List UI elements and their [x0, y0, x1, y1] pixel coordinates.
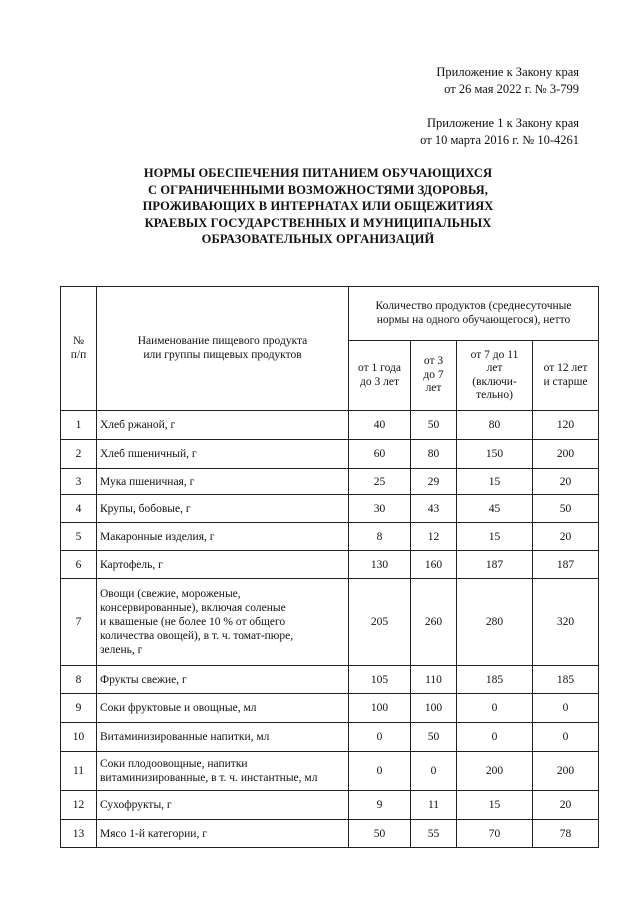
product-name [97, 579, 349, 666]
row-number: 2 [61, 440, 97, 469]
age-line: и старше [543, 375, 588, 388]
table-row [61, 666, 599, 694]
product-name-line: Крупы, бобовые, г [100, 502, 191, 515]
quantity-value: 185 [533, 666, 599, 694]
annex-line: от 10 марта 2016 г. № 10-4261 [420, 133, 579, 147]
age-line: от 12 лет [543, 362, 588, 374]
product-name-line: Мука пшеничная, г [100, 475, 195, 488]
age-line: от 1 года [358, 362, 401, 374]
row-number: 10 [61, 723, 97, 752]
product-name [97, 523, 349, 551]
quantity-value: 15 [457, 523, 533, 551]
header-quantity [349, 287, 599, 341]
product-name-line: и квашеные (не более 10 % от общего [100, 616, 286, 628]
quantity-value: 50 [533, 495, 599, 523]
quantity-value: 15 [457, 469, 533, 495]
age-line: до 3 лет [360, 375, 399, 388]
quantity-value: 320 [533, 579, 599, 666]
header-age-12-plus [533, 341, 599, 411]
quantity-value: 100 [411, 694, 457, 723]
quantity-value: 20 [533, 523, 599, 551]
product-name-line: Овощи (свежие, мороженые, [100, 588, 241, 600]
quantity-value: 280 [457, 579, 533, 666]
product-name-line: Хлеб ржаной, г [100, 419, 176, 431]
product-name [97, 440, 349, 469]
product-name-line: консервированные), включая соленые [100, 602, 286, 614]
product-name-line: зелень, г [100, 644, 143, 656]
product-name [97, 666, 349, 694]
table-row [61, 752, 599, 791]
product-name-line: количества овощей), в т. ч. томат-пюре, [100, 630, 294, 642]
quantity-value: 0 [411, 752, 457, 791]
quantity-value: 20 [533, 791, 599, 820]
quantity-value: 15 [457, 791, 533, 820]
quantity-value: 260 [411, 579, 457, 666]
header-name-line: или группы пищевых продуктов [143, 348, 302, 361]
annex-line: Приложение 1 к Закону края [427, 116, 579, 130]
header-age-7-11 [457, 341, 533, 411]
age-line: тельно) [476, 389, 513, 401]
row-number: 12 [61, 791, 97, 820]
product-name [97, 820, 349, 848]
product-name-line: Сухофрукты, г [100, 799, 172, 811]
quantity-value: 29 [411, 469, 457, 495]
quantity-value: 0 [533, 723, 599, 752]
product-name-line: витаминизированные, в т. ч. инстантные, мл [100, 772, 318, 784]
row-number: 7 [61, 579, 97, 666]
product-name-line: Макаронные изделия, г [100, 530, 215, 543]
quantity-value: 40 [349, 411, 411, 440]
quantity-value: 200 [533, 440, 599, 469]
quantity-value: 0 [349, 723, 411, 752]
annex-reference-2022 [436, 64, 579, 98]
annex-line: Приложение к Закону края [436, 65, 579, 79]
quantity-value: 80 [411, 440, 457, 469]
header-num-line: п/п [70, 348, 87, 361]
row-number: 1 [61, 411, 97, 440]
row-number: 6 [61, 551, 97, 579]
header-product-name [97, 287, 349, 411]
quantity-value: 8 [349, 523, 411, 551]
quantity-value: 205 [349, 579, 411, 666]
age-line: лет [486, 362, 503, 374]
table-row [61, 495, 599, 523]
quantity-value: 110 [411, 666, 457, 694]
table-row [61, 469, 599, 495]
quantity-value: 0 [457, 694, 533, 723]
quantity-value: 120 [533, 411, 599, 440]
quantity-value: 45 [457, 495, 533, 523]
product-name [97, 495, 349, 523]
quantity-value: 105 [349, 666, 411, 694]
quantity-value: 80 [457, 411, 533, 440]
annex-reference-2016 [420, 115, 579, 149]
quantity-value: 9 [349, 791, 411, 820]
header-age-1-3 [349, 341, 411, 411]
header-qty-line: нормы на одного обучающегося), нетто [376, 313, 571, 326]
product-name-line: Мясо 1-й категории, г [100, 827, 207, 840]
table-row [61, 694, 599, 723]
table-row [61, 820, 599, 848]
product-name [97, 791, 349, 820]
product-name-line: Фрукты свежие, г [100, 673, 187, 686]
annex-line: от 26 мая 2022 г. № 3-799 [444, 82, 579, 96]
table-row [61, 723, 599, 752]
product-name-line: Витаминизированные напитки, мл [100, 731, 270, 743]
quantity-value: 30 [349, 495, 411, 523]
product-name [97, 551, 349, 579]
quantity-value: 25 [349, 469, 411, 495]
quantity-value: 20 [533, 469, 599, 495]
quantity-value: 185 [457, 666, 533, 694]
row-number: 9 [61, 694, 97, 723]
header-num [61, 287, 97, 411]
product-name-line: Хлеб пшеничный, г [100, 448, 197, 460]
row-number: 13 [61, 820, 97, 848]
product-name-line: Соки фруктовые и овощные, мл [100, 702, 257, 714]
quantity-value: 78 [533, 820, 599, 848]
quantity-value: 55 [411, 820, 457, 848]
title-line: ОБРАЗОВАТЕЛЬНЫХ ОРГАНИЗАЦИЙ [201, 232, 435, 246]
header-age-3-7 [411, 341, 457, 411]
age-line: до 7 [423, 368, 444, 381]
quantity-value: 187 [533, 551, 599, 579]
quantity-value: 0 [457, 723, 533, 752]
product-name [97, 411, 349, 440]
quantity-value: 0 [349, 752, 411, 791]
row-number: 3 [61, 469, 97, 495]
header-qty-line: Количество продуктов (среднесуточные [375, 300, 572, 312]
quantity-value: 150 [457, 440, 533, 469]
quantity-value: 200 [457, 752, 533, 791]
table-header-row [61, 287, 599, 341]
product-name [97, 694, 349, 723]
quantity-value: 50 [411, 723, 457, 752]
product-name-line: Соки плодоовощные, напитки [100, 758, 248, 770]
quantity-value: 11 [411, 791, 457, 820]
age-line: (включи- [472, 375, 517, 388]
table-row [61, 579, 599, 666]
document-title [80, 165, 556, 248]
table-row [61, 551, 599, 579]
row-number: 4 [61, 495, 97, 523]
product-name [97, 723, 349, 752]
quantity-value: 50 [349, 820, 411, 848]
quantity-value: 50 [411, 411, 457, 440]
product-name-line: Картофель, г [100, 558, 163, 571]
quantity-value: 160 [411, 551, 457, 579]
quantity-value: 43 [411, 495, 457, 523]
age-line: лет [425, 382, 442, 395]
row-number: 11 [61, 752, 97, 791]
table-row [61, 440, 599, 469]
title-line: С ОГРАНИЧЕННЫМИ ВОЗМОЖНОСТЯМИ ЗДОРОВЬЯ, [147, 182, 489, 197]
table-row [61, 523, 599, 551]
product-name [97, 469, 349, 495]
table-row [61, 411, 599, 440]
quantity-value: 0 [533, 694, 599, 723]
quantity-value: 100 [349, 694, 411, 723]
table-row [61, 791, 599, 820]
product-name [97, 752, 349, 791]
header-num-line: № [73, 335, 84, 347]
row-number: 5 [61, 523, 97, 551]
title-line: КРАЕВЫХ ГОСУДАРСТВЕННЫХ И МУНИЦИПАЛЬНЫХ [144, 215, 492, 230]
row-number: 8 [61, 666, 97, 694]
quantity-value: 12 [411, 523, 457, 551]
age-line: от 7 до 11 [470, 348, 519, 361]
title-line: НОРМЫ ОБЕСПЕЧЕНИЯ ПИТАНИЕМ ОБУЧАЮЩИХСЯ [143, 166, 493, 180]
quantity-value: 130 [349, 551, 411, 579]
food-norms-table [60, 286, 599, 848]
header-name-line: Наименование пищевого продукта [137, 335, 308, 347]
title-line: ПРОЖИВАЮЩИХ В ИНТЕРНАТАХ ИЛИ ОБЩЕЖИТИЯХ [142, 199, 494, 213]
quantity-value: 70 [457, 820, 533, 848]
quantity-value: 200 [533, 752, 599, 791]
age-line: от 3 [423, 355, 444, 368]
quantity-value: 60 [349, 440, 411, 469]
quantity-value: 187 [457, 551, 533, 579]
